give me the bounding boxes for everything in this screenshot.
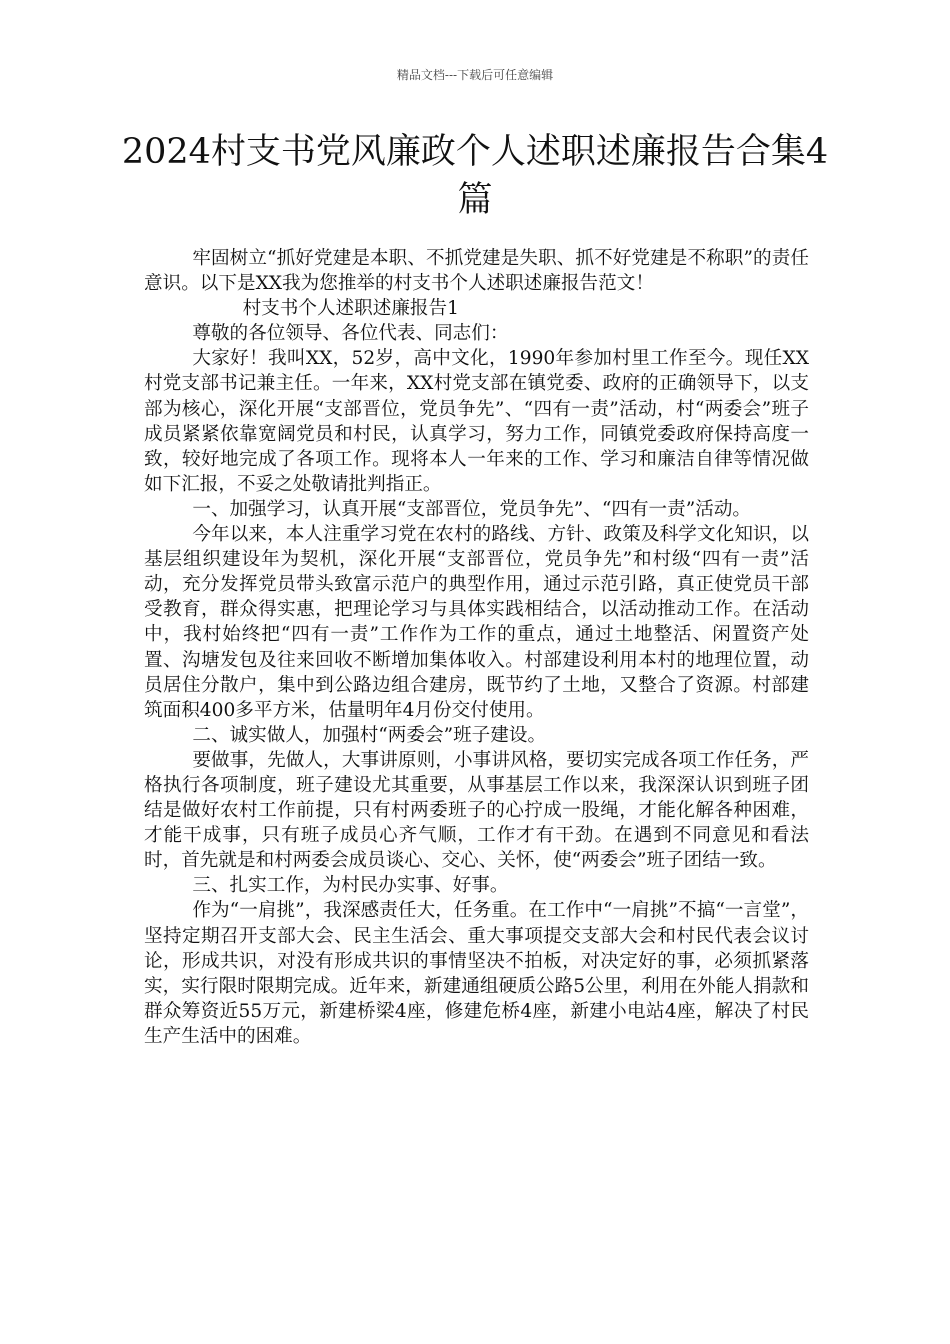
salutation: 尊敬的各位领导、各位代表、同志们： xyxy=(192,323,509,345)
report-subtitle: 村支书个人述职述廉报告1 xyxy=(242,298,459,320)
body-paragraph: 作为“一肩挑”，我深感责任大，任务重。在工作中“一肩挑”不搞“一言堂”，坚持定期召开支部大会、民主生活会、重大事项提交支部大会和村民代表会议讨论，形成共识，对没有形成共识的事情坚决不拍板，对决定好的事，必须抓紧落实，实行限时限期完成。近年来，新建通组硬质公路5公里，利用在外能人捐款和群众筹资近55万元，新建桥梁4座，修建危桥4座，新建小电站4座，解决了村民生产生活中的困难。 xyxy=(144,900,809,1047)
body-paragraph: 今年以来，本人注重学习党在农村的路线、方针、政策及科学文化知识，以基层组织建设年为契机，深化开展“支部晋位，党员争先”和村级“四有一责”活动，充分发挥党员带头致富示范户的典型作用，通过示范引路，真正使党员干部受教育，群众得实惠，把理论学习与具体实践相结合，以活动推动工作。在活动中，我村始终把“四有一责”工作作为工作的重点，通过土地整活、闲置资产处置、沟塘发包及往来回收不断增加集体收入。村部建设利用本村的地理位置，动员居住分散户，集中到公路边组合建房，既节约了土地，又整合了资源。村部建筑面积400多平方米，估量明年4月份交付使用。 xyxy=(144,524,809,721)
page-header: 精品文档---下载后可任意编辑 xyxy=(396,68,554,82)
document-body xyxy=(144,246,809,1049)
intro-paragraph: 牢固树立“抓好党建是本职、不抓党建是失职、抓不好党建是不称职”的责任意识。以下是XX我为您推举的村支书个人述职述廉报告范文！ xyxy=(144,248,809,295)
body-paragraph: 要做事，先做人，大事讲原则，小事讲风格，要切实完成各项工作任务，严格执行各项制度，班子建设尤其重要，从事基层工作以来，我深深认识到班子团结是做好农村工作前提，只有村两委班子的心拧成一股绳，才能化解各种困难，才能干成事，只有班子成员心齐气顺，工作才有干劲。在遇到不同意见和看法时，首先就是和村两委会成员谈心、交心、关怀，使“两委会”班子团结一致。 xyxy=(144,749,809,872)
section-heading: 一、加强学习，认真开展“支部晋位，党员争先”、“四有一责”活动。 xyxy=(192,498,752,520)
document-title: 2024村支书党风廉政个人述职述廉报告合集4篇 xyxy=(121,132,829,220)
section-heading: 二、诚实做人，加强村“两委会”班子建设。 xyxy=(192,724,547,746)
section-heading: 三、扎实工作，为村民办实事、好事。 xyxy=(192,875,509,897)
body-paragraph: 大家好！我叫XX，52岁，高中文化，1990年参加村里工作至今。现任XX村党支部书记兼主任。一年来，XX村党支部在镇党委、政府的正确领导下，以支部为核心，深化开展“支部晋位，党员争先”、“四有一责”活动，村“两委会”班子成员紧紧依靠宽阔党员和村民，认真学习，努力工作，同镇党委政府保持高度一致，较好地完成了各项工作。现将本人一年来的工作、学习和廉洁自律等情况做如下汇报，不妥之处敬请批判指正。 xyxy=(144,348,809,495)
